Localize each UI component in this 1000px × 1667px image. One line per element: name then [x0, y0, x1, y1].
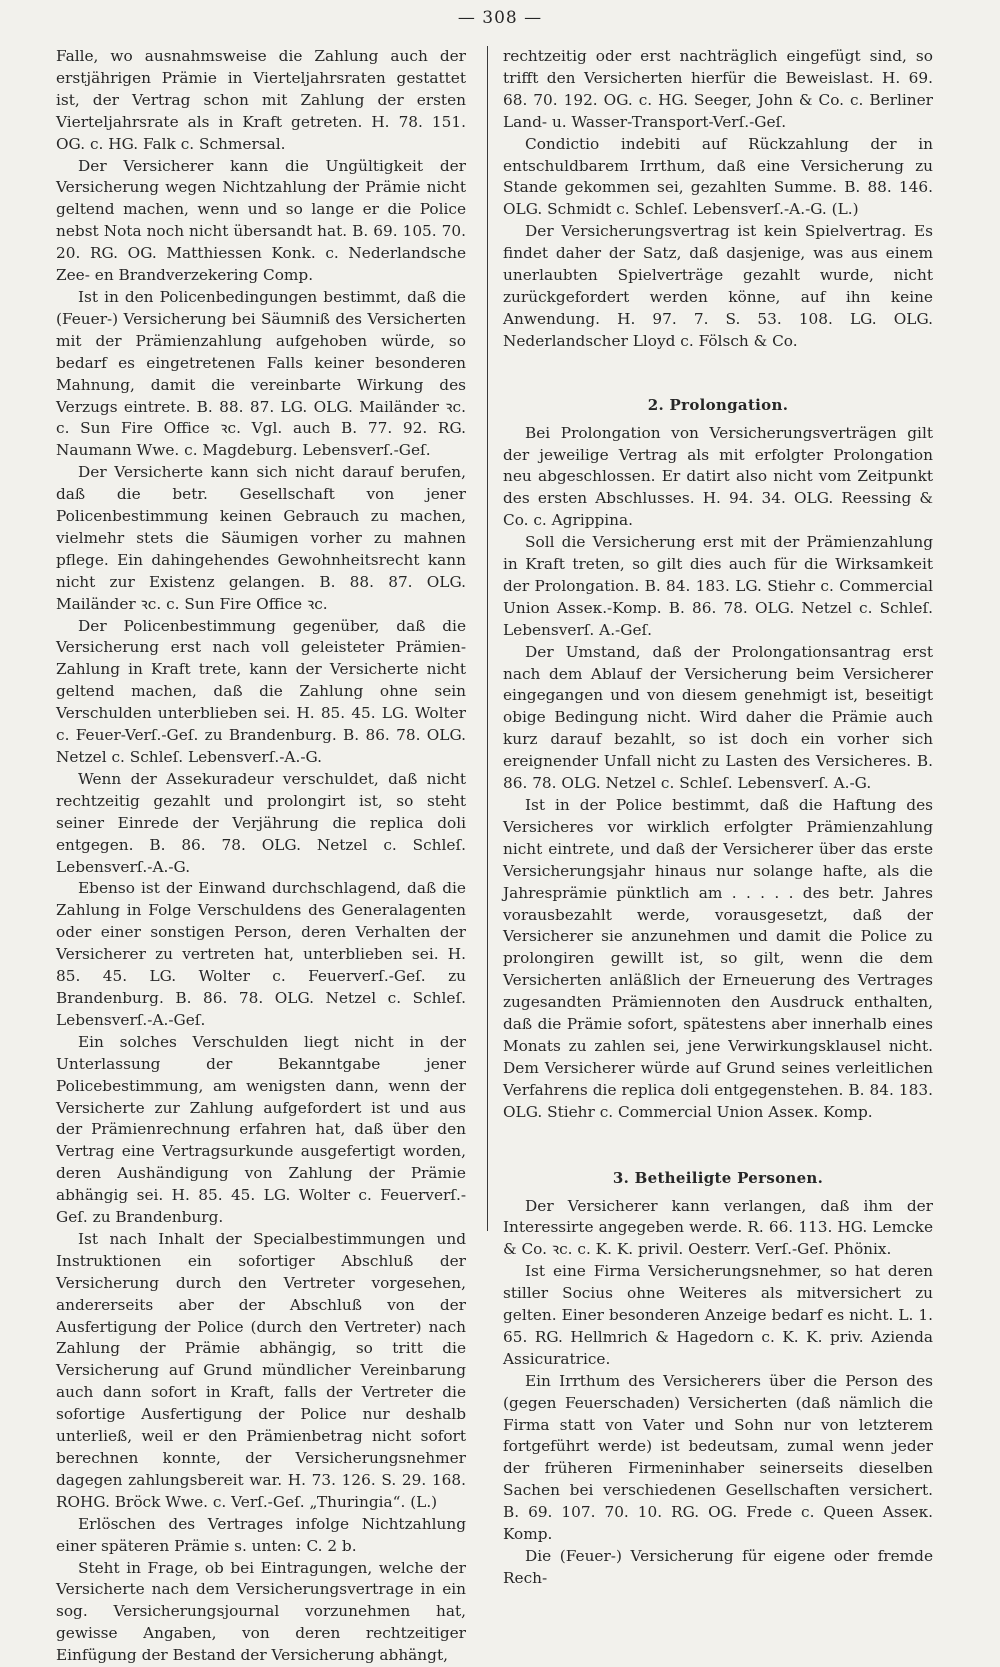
paragraph: Der Umstand, daß der Prolongationsantrag erst nach dem Ablauf der Versicherung beim Versicherer eingegangen und von diesem genehmigt ist, beseitigt obige Bedingung nicht. Wird daher die Prämie auch kurz darauf bezahlt, so ist doch ein vorher sich ereignender Unfall nicht zu Lasten des Versicheres. B. 86. 78. OLG. Netzel c. Schleſ. Lebensverſ. A.-G. — [503, 642, 933, 793]
paragraph: Ist eine Firma Versicherungsnehmer, so hat deren stiller Socius ohne Weiteres als mitversichert zu gelten. Einer besonderen Anzeige bedarf es nicht. L. 1. 65. RG. Hellmrich & Hagedorn c. K. K. priv. Azienda Assicuratrice. — [503, 1262, 933, 1368]
paragraph: Ebenso ist der Einwand durchschlagend, daß die Zahlung in Folge Verschuldens des Generalagenten oder einer sonstigen Person, deren Verhalten der Versicherer zu vertreten hat, unterblieben sei. H. 85. 45. LG. Wolter c. Feuerverſ.-Geſ. zu Brandenburg. B. 86. 78. OLG. Netzel c. Schleſ. Lebensverſ.-A.-Geſ. — [56, 879, 466, 1029]
paragraph: Ist nach Inhalt der Specialbestimmungen und Instruktionen ein sofortiger Abschluß der Versicherung durch den Vertreter vorgesehen, andererseits aber der Abschluß von der Ausfertigung der Police (durch den Vertreter) nach Zahlung der Prämie abhängig, so tritt die Versicherung auf Grund mündlicher Vereinbarung auch dann sofort in Kraft, falls der Vertreter die sofortige Ausfertigung der Police nur deshalb unterließ, weil er den Prämienbetrag nicht sofort berechnen konnte, der Versicherungsnehmer dagegen zahlungsbereit war. H. 73. 126. S. 29. 168. ROHG. Bröck Wwe. c. Verſ.-Geſ. „Thuringia“. (L.) — [56, 1229, 466, 1511]
paragraph: Die (Feuer-) Versicherung für eigene oder fremde Rech- — [503, 1547, 933, 1587]
column-divider — [487, 46, 488, 1231]
left-column — [56, 46, 466, 1667]
paragraph: Der Versicherte kann sich nicht darauf berufen, daß die betr. Gesellschaft von jener Policenbestimmung keinen Gebrauch zu machen, vielmehr stets die Säumigen vorher zu mahnen pflege. Ein dahingehendes Gewohnheitsrecht kann nicht zur Existenz gelangen. B. 88. 87. OLG. Mailänder ꝛc. c. Sun Fire Office ꝛc. — [56, 463, 466, 613]
paragraph: Der Versicherer kann verlangen, daß ihm der Interessirte angegeben werde. R. 66. 113. HG. Lemcke & Co. ꝛc. c. K. K. privil. Oesterr. Verſ.-Geſ. Phönix. — [503, 1196, 933, 1259]
paragraph: Bei Prolongation von Versicherungsverträgen gilt der jeweilige Vertrag als mit erfolgter Prolongation neu abgeschlossen. Er datirt also nicht vom Zeitpunkt des ersten Abschlusses. H. 94. 34. OLG. Reessing & Co. c. Agrippina. — [503, 423, 933, 530]
paragraph: Ein solches Verschulden liegt nicht in der Unterlassung der Bekanntgabe jener Policebestimmung, am wenigsten dann, wenn der Versicherte zur Zahlung aufgefordert ist und aus der Prämienrechnung erfahren hat, daß über den Vertrag eine Vertragsurkunde ausgefertigt worden, deren Aushändigung von Zahlung der Prämie abhängig sei. H. 85. 45. LG. Wolter c. Feuerverſ.-Geſ. zu Brandenburg. — [56, 1032, 466, 1227]
paragraph: Der Versicherungsvertrag ist kein Spielvertrag. Es findet daher der Satz, daß dasjenige, was aus einem unerlaubten Spielverträge gezahlt wurde, nicht zurückgefordert werden könne, auf ihn keine Anwendung. H. 97. 7. S. 53. 108. LG. OLG. Nederlandscher Lloyd c. Fölsch & Co. — [503, 222, 933, 350]
paragraph: Wenn der Assekuradeur verschuldet, daß nicht rechtzeitig gezahlt und prolongirt ist, so steht seiner Einrede der Verjährung die replica doli entgegen. B. 86. 78. OLG. Netzel c. Schleſ. Lebensverſ.-A.-G. — [56, 769, 466, 876]
paragraph: Der Versicherer kann die Ungültigkeit der Versicherung wegen Nichtzahlung der Prämie nicht geltend machen, wenn und so lange er die Police nebst Nota noch nicht übersandt hat. B. 69. 105. 70. 20. RG. OG. Matthiessen Konk. c. Nederlandsche Zee- en Brandverzekering Comp. — [56, 156, 466, 285]
paragraph: Der Policenbestimmung gegenüber, daß die Versicherung erst nach voll geleisteter Prämien-Zahlung in Kraft trete, kann der Versicherte nicht geltend machen, daß die Zahlung ohne sein Verschulden unterblieben sei. H. 85. 45. LG. Wolter c. Feuer-Verſ.-Geſ. zu Brandenburg. B. 86. 78. OLG. Netzel c. Schleſ. Lebensverſ.-A.-G. — [56, 616, 466, 766]
right-column — [503, 46, 933, 1590]
section-heading-prolongation: 2. Prolongation. — [647, 395, 789, 414]
paragraph: Ein Irrthum des Versicherers über die Person des (gegen Feuerschaden) Versicherten (daß nämlich die Firma statt von Vater und Sohn nur von letzterem fortgeführt werde) ist bedeutsam, zumal wenn jeder der früheren Firmeninhaber seinerseits dieselben Sachen bei verschiedenen Gesellschaften versichert. B. 69. 107. 70. 10. RG. OG. Frede c. Queen Asseк. Komp. — [503, 1371, 933, 1544]
page-number: — 308 — — [457, 8, 543, 28]
paragraph: Erlöschen des Vertrages infolge Nichtzahlung einer späteren Prämie s. unten: C. 2 b. — [56, 1514, 466, 1555]
paragraph: Condictio indebiti auf Rückzahlung der in entschuldbarem Irrthum, daß eine Versicherung zu Stande gekommen sei, gezahlten Summe. B. 88. 146. OLG. Schmidt c. Schleſ. Lebensverſ.-A.-G. (L.) — [503, 134, 933, 219]
paragraph: rechtzeitig oder erst nachträglich eingefügt sind, so trifft den Versicherten hierfür die Beweislast. H. 69. 68. 70. 192. OG. c. HG. Seeger, John & Co. c. Berliner Land- u. Wasser-Transport-Verſ.-Geſ. — [503, 47, 933, 131]
paragraph: Soll die Versicherung erst mit der Prämienzahlung in Kraft treten, so gilt dies auch für die Wirksamkeit der Prolongation. B. 84. 183. LG. Stiehr c. Commercial Union Asseк.-Komp. B. 86. 78. OLG. Netzel c. Schleſ. Lebensverſ. A.-Geſ. — [503, 533, 933, 639]
paragraph: Steht in Frage, ob bei Eintragungen, welche der Versicherte nach dem Versicherungsvertrage in ein sog. Versicherungsjournal vorzunehmen hat, gewisse Angaben, von deren rechtzeitiger Einfügung der Bestand der Versicherung abhängt, — [56, 1558, 466, 1665]
paragraph: Ist in den Policenbedingungen bestimmt, daß die (Feuer-) Versicherung bei Säumniß des Versicherten mit der Prämienzahlung aufgehoben würde, so bedarf es eingetretenen Falls keiner besonderen Mahnung, damit die vereinbarte Wirkung des Verzugs eintrete. B. 88. 87. LG. OLG. Mailänder ꝛc. c. Sun Fire Office ꝛc. Vgl. auch B. 77. 92. RG. Naumann Wwe. c. Magdeburg. Lebensverſ.-Geſ. — [56, 287, 466, 460]
paragraph: Ist in der Police bestimmt, daß die Haftung des Versicheres vor wirklich erfolgter Prämienzahlung nicht eintrete, und daß der Versicherer über das erste Versicherungsjahr hinaus nur solange hafte, als die Jahresprämie pünktlich am . . . . . des betr. Jahres vorausbezahlt werde, vorausgesetzt, daß der Versicherer sie anzunehmen und damit die Police zu prolongiren gewillt ist, so gilt, wenn die dem Versicherten anläßlich der Erneuerung des Vertrages zugesandten Prämiennoten den Ausdruck enthalten, daß die Prämie sofort, spätestens aber innerhalb eines Monats zu zahlen sei, jene Verwirkungsklausel nicht. Dem Versicherer würde auf Grund seines verleitlichen Verfahrens die replica doli entgegenstehen. B. 84. 183. OLG. Stiehr c. Commercial Union Asseк. Komp. — [503, 796, 933, 1121]
section-heading-beteiligte-personen: 3. Betheiligte Personen. — [612, 1168, 824, 1187]
paragraph: Falle, wo ausnahmsweise die Zahlung auch der erstjährigen Prämie in Vierteljahrsraten gestattet ist, der Vertrag schon mit Zahlung der ersten Vierteljahrsrate als in Kraft getreten. H. 78. 151. OG. c. HG. Falk c. Schmersal. — [56, 47, 466, 153]
